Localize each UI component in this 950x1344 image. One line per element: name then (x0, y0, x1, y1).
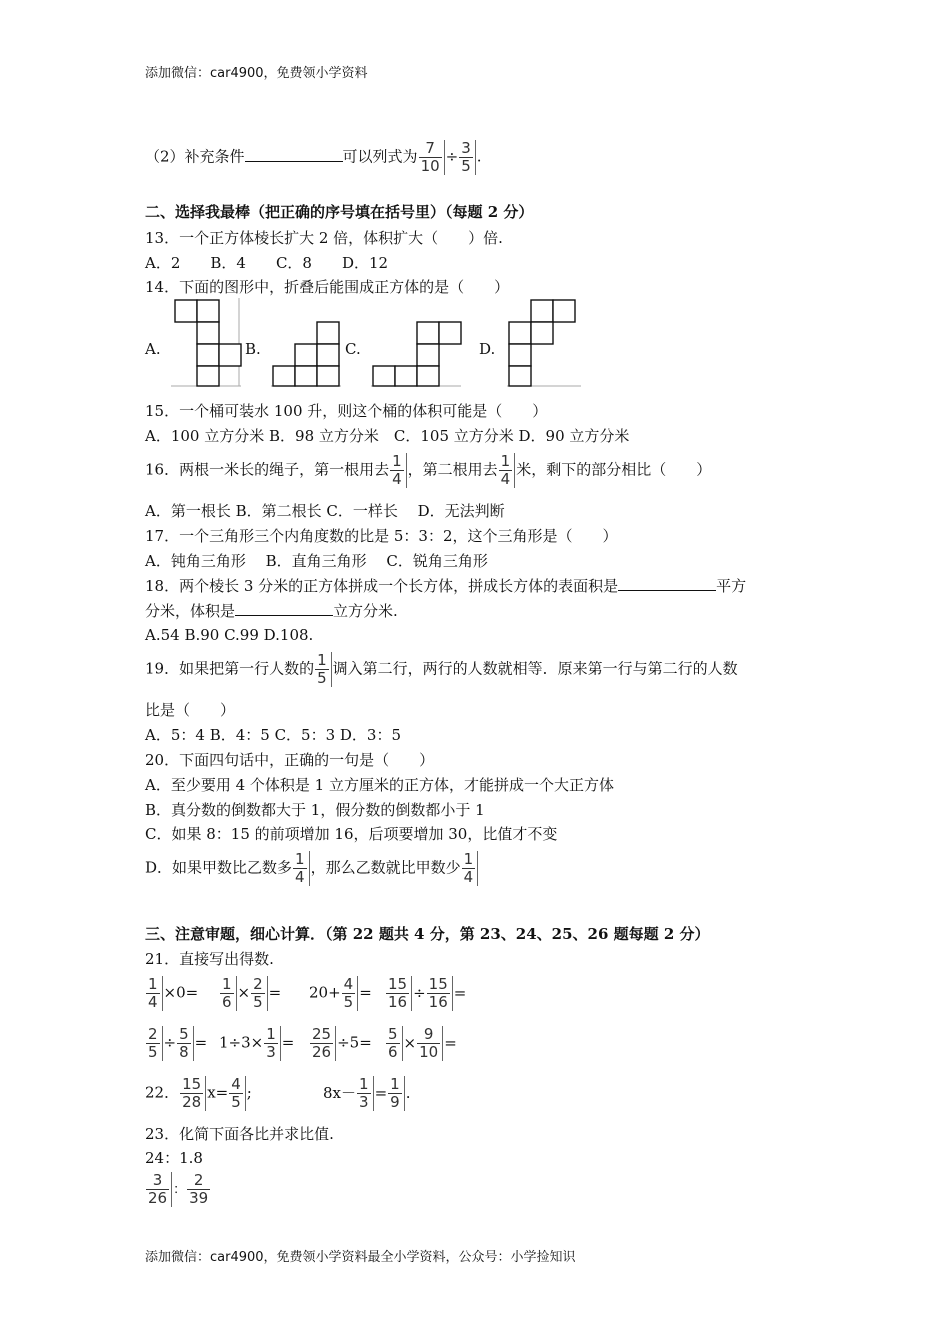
answer-blank (245, 147, 343, 162)
question-18-line1: 18．两个棱长 3 分米的正方体拼成一个长方体，拼成长方体的表面积是 平方 (145, 577, 747, 595)
question-13: 13．一个正方体棱长扩大 2 倍，体积扩大（ ）倍. (145, 229, 503, 247)
question-24-fraction-ratio: $\frac{3}{26}$ ： $\frac{2}{39}$ (148, 1171, 209, 1207)
figure-label-b: B. (245, 340, 261, 358)
question-24: 24：1.8 (145, 1149, 203, 1167)
question-23: 23．化简下面各比并求比值. (145, 1125, 334, 1143)
cube-net-d (507, 298, 583, 390)
figure-label-d: D. (479, 340, 496, 358)
question-15: 15．一个桶可装水 100 升，则这个桶的体积可能是（ ） (145, 402, 548, 420)
question-19: 19．如果把第一行人数的 $\frac{1}{5}$ 调入第二行，两行的人数就相等．原来第一行与第二行的人数 (145, 651, 738, 687)
question-15-options: A．100 立方分米 B．98 立方分米 C．105 立方分米 D．90 立方分米 (145, 427, 630, 445)
question-14: 14．下面的图形中，折叠后能围成正方体的是（ ） (145, 278, 510, 296)
question-18-line2: 分米，体积是 立方分米. (145, 602, 398, 620)
page-footer: 添加微信：car4900，免费领小学资料最全小学资料，公众号：小学捡知识 (145, 1250, 576, 1265)
calc-row-1: $\frac{1}{4}$ ×0= $\frac{1}{6}$ × $\frac{2}{5}$ = 20+ $\frac{4}{5}$ = $\frac{15}{16}$ ÷ $\frac{15}{16}$ = (148, 975, 467, 1011)
cube-net-a (171, 298, 243, 390)
cube-net-c (371, 298, 463, 390)
question-20: 20．下面四句话中，正确的一句是（ ） (145, 751, 435, 769)
section-2-title: 二、选择我最棒（把正确的序号填在括号里）（每题 2 分） (145, 203, 534, 221)
answer-blank (618, 576, 716, 591)
question-17: 17．一个三角形三个内角度数的比是 5：3：2，这个三角形是（ ） (145, 527, 618, 545)
question-19-options: A．5：4 B．4：5 C．5：3 D．3：5 (145, 726, 402, 744)
question-20-option-b: B．真分数的倒数都大于 1，假分数的倒数都小于 1 (145, 801, 485, 819)
cube-net-figures (145, 298, 585, 390)
answer-blank (235, 601, 333, 616)
question-17-options: A．钝角三角形 B．直角三角形 C．锐角三角形 (145, 552, 488, 570)
page-header: 添加微信：car4900，免费领小学资料 (145, 66, 368, 81)
section-3-title: 三、注意审题，细心计算．（第 22 题共 4 分，第 23、24、25、26 题每题 2 分） (145, 925, 710, 943)
figure-label-a: A. (145, 340, 161, 358)
question-18-options: A.54 B.90 C.99 D.108. (145, 626, 314, 644)
calc-row-2: $\frac{2}{5}$ ÷ $\frac{5}{8}$ = 1÷3× $\frac{1}{3}$ = $\frac{25}{26}$ ÷5= $\frac{5}{6}$ × $\frac{9}{10}$ = (148, 1025, 457, 1061)
cube-net-b (271, 298, 343, 390)
question-22: 22． $\frac{15}{28}$ x= $\frac{4}{5}$ ; 8x－ $\frac{1}{3}$ = $\frac{1}{9}$ . (145, 1075, 411, 1111)
question-prev-2: （2）补充条件 可以列式为 $\frac{7}{10}$ ÷ $\frac{3}{5}$ . (145, 139, 482, 175)
figure-label-c: C. (345, 340, 361, 358)
question-21: 21．直接写出得数. (145, 950, 274, 968)
question-20-option-d: D．如果甲数比乙数多 $\frac{1}{4}$ ，那么乙数就比甲数少 $\frac{1}{4}$ (145, 851, 479, 886)
question-20-option-c: C．如果 8：15 的前项增加 16，后项要增加 30，比值才不变 (145, 825, 558, 843)
question-20-option-a: A．至少要用 4 个体积是 1 立方厘米的正方体，才能拼成一个大正方体 (145, 776, 614, 794)
question-19-line2: 比是（ ） (145, 701, 236, 719)
question-13-options: A．2 B．4 C．8 D．12 (145, 254, 389, 272)
question-16: 16．两根一米长的绳子，第一根用去 $\frac{1}{4}$ ，第二根用去 $\frac{1}{4}$ 米，剩下的部分相比（ ） (145, 452, 712, 488)
question-16-options: A．第一根长 B．第二根长 C．一样长 D．无法判断 (145, 502, 505, 520)
